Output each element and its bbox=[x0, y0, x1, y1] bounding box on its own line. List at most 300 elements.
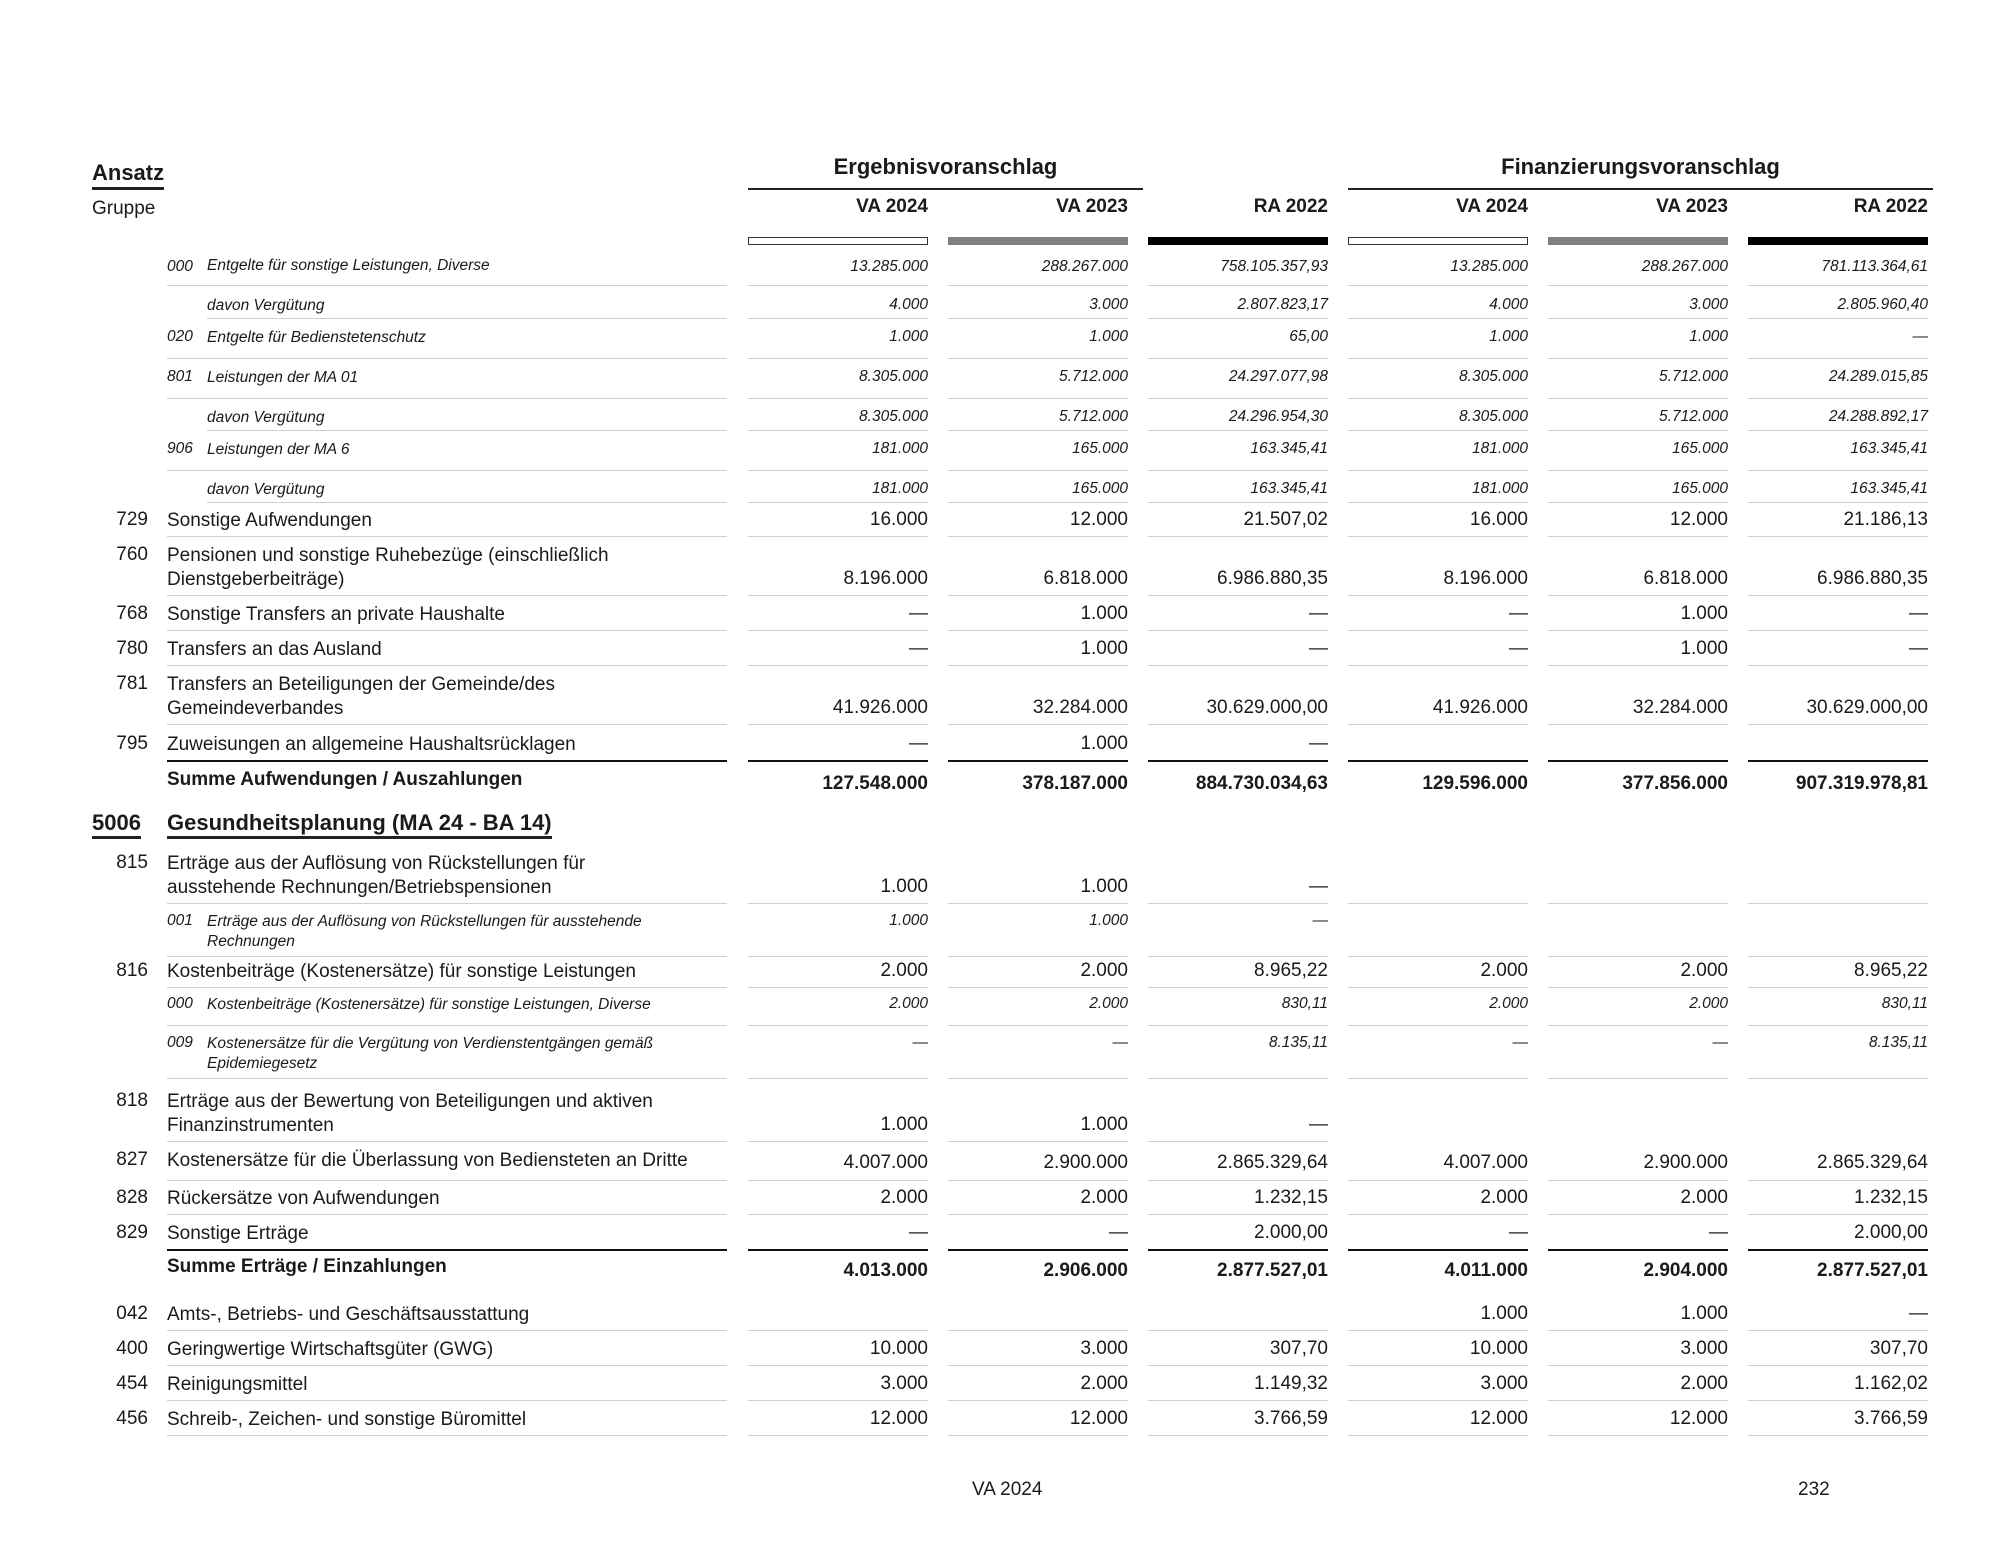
row-divider bbox=[748, 1180, 928, 1181]
value-ev-ra2022: 8.135,11 bbox=[1268, 1034, 1328, 1051]
value-ev-va2023: 2.906.000 bbox=[1043, 1260, 1128, 1281]
row-divider bbox=[948, 1365, 1128, 1366]
row-divider bbox=[748, 430, 928, 431]
row-divider bbox=[1748, 1435, 1928, 1436]
value-ev-ra2022: 163.345,41 bbox=[1250, 480, 1328, 497]
value-fv-ra2022: 907.319.978,81 bbox=[1795, 773, 1928, 794]
value-ev-ra2022: 307,70 bbox=[1269, 1338, 1328, 1359]
row-divider bbox=[948, 665, 1128, 666]
value-ev-va2023: 2.000 bbox=[1080, 1187, 1128, 1208]
row-description: Geringwertige Wirtschaftsgüter (GWG) bbox=[167, 1339, 494, 1360]
total-rule bbox=[1548, 760, 1728, 762]
row-divider bbox=[948, 502, 1128, 503]
row-code: 729 bbox=[116, 509, 148, 530]
row-divider bbox=[1148, 1078, 1328, 1079]
row-divider bbox=[1148, 1214, 1328, 1215]
value-fv-va2023: 2.900.000 bbox=[1643, 1152, 1728, 1173]
value-fv-va2024: — bbox=[1509, 638, 1528, 659]
row-divider bbox=[167, 1435, 727, 1436]
value-ev-ra2022: 30.629.000,00 bbox=[1206, 697, 1328, 718]
value-ev-va2024: — bbox=[909, 638, 928, 659]
row-divider bbox=[748, 595, 928, 596]
row-divider bbox=[1348, 724, 1528, 725]
row-code: 827 bbox=[116, 1149, 148, 1170]
row-divider bbox=[1748, 595, 1928, 596]
value-fv-ra2022: — bbox=[1909, 603, 1928, 624]
row-divider bbox=[1148, 430, 1328, 431]
row-divider bbox=[1148, 1365, 1328, 1366]
row-code: 454 bbox=[116, 1373, 148, 1394]
row-divider bbox=[167, 1400, 727, 1401]
value-fv-va2024: 3.000 bbox=[1480, 1373, 1528, 1394]
value-fv-va2023: 3.000 bbox=[1689, 296, 1728, 313]
row-code: 009 bbox=[167, 1034, 193, 1051]
value-fv-va2024: 4.000 bbox=[1489, 296, 1528, 313]
total-rule bbox=[1348, 760, 1528, 762]
row-divider bbox=[1548, 1180, 1728, 1181]
value-ev-va2024: 41.926.000 bbox=[832, 697, 928, 718]
row-divider bbox=[748, 358, 928, 359]
value-fv-va2023: 165.000 bbox=[1671, 440, 1728, 457]
value-fv-va2023: 5.712.000 bbox=[1659, 408, 1728, 425]
section-title: Gesundheitsplanung (MA 24 - BA 14) bbox=[167, 810, 552, 839]
row-divider bbox=[167, 1365, 727, 1366]
row-divider bbox=[1748, 285, 1928, 286]
value-ev-va2024: 127.548.000 bbox=[822, 773, 928, 794]
row-divider bbox=[1748, 724, 1928, 725]
value-ev-va2024: 1.000 bbox=[889, 328, 928, 345]
value-ev-ra2022: 830,11 bbox=[1281, 995, 1328, 1012]
value-ev-ra2022: 2.865.329,64 bbox=[1217, 1152, 1328, 1173]
value-ev-ra2022: — bbox=[1309, 876, 1328, 897]
legend-swatch-va2023 bbox=[948, 237, 1128, 245]
value-ev-va2023: 1.000 bbox=[1089, 912, 1128, 929]
row-divider bbox=[948, 358, 1128, 359]
row-divider bbox=[1548, 956, 1728, 957]
value-ev-va2024: 12.000 bbox=[869, 1408, 928, 1429]
row-divider bbox=[1548, 1330, 1728, 1331]
value-fv-ra2022: 2.865.329,64 bbox=[1817, 1152, 1928, 1173]
row-divider bbox=[1348, 1214, 1528, 1215]
row-divider bbox=[1148, 358, 1328, 359]
col-head-fv-va2024: VA 2024 bbox=[1456, 196, 1528, 217]
total-rule bbox=[748, 1249, 928, 1251]
value-fv-va2023: 288.267.000 bbox=[1641, 258, 1728, 275]
value-fv-ra2022: 2.877.527,01 bbox=[1817, 1260, 1928, 1281]
row-divider bbox=[167, 956, 727, 957]
value-ev-va2024: 1.000 bbox=[880, 1114, 928, 1135]
value-ev-ra2022: — bbox=[1309, 638, 1328, 659]
row-divider bbox=[1748, 1365, 1928, 1366]
row-divider bbox=[748, 1025, 928, 1026]
row-code: 020 bbox=[167, 328, 193, 345]
col-head-fv-va2023: VA 2023 bbox=[1656, 196, 1728, 217]
row-divider bbox=[1548, 595, 1728, 596]
row-code: 828 bbox=[116, 1187, 148, 1208]
row-divider bbox=[1348, 1400, 1528, 1401]
value-ev-va2023: 1.000 bbox=[1080, 603, 1128, 624]
row-divider bbox=[1348, 956, 1528, 957]
value-ev-va2024: 3.000 bbox=[880, 1373, 928, 1394]
value-ev-ra2022: 758.105.357,93 bbox=[1220, 258, 1328, 275]
row-divider bbox=[748, 1078, 928, 1079]
value-ev-ra2022: 2.807.823,17 bbox=[1237, 296, 1328, 313]
row-description: Transfers an das Ausland bbox=[167, 639, 382, 660]
section-code: 5006 bbox=[92, 810, 141, 839]
value-ev-va2024: — bbox=[912, 1034, 928, 1051]
row-divider bbox=[1548, 987, 1728, 988]
row-divider bbox=[1548, 1365, 1728, 1366]
row-divider bbox=[167, 1180, 727, 1181]
page-number: 232 bbox=[1798, 1479, 1830, 1500]
row-code: 042 bbox=[116, 1303, 148, 1324]
row-divider bbox=[1348, 1180, 1528, 1181]
value-ev-va2024: 16.000 bbox=[869, 509, 928, 530]
row-divider bbox=[1748, 903, 1928, 904]
row-code: 000 bbox=[167, 995, 193, 1012]
col-head-fv-ra2022: RA 2022 bbox=[1853, 196, 1928, 217]
row-divider bbox=[1748, 318, 1928, 319]
row-divider bbox=[1348, 903, 1528, 904]
row-divider bbox=[748, 987, 928, 988]
value-ev-va2023: — bbox=[1109, 1222, 1128, 1243]
value-ev-va2023: 165.000 bbox=[1071, 480, 1128, 497]
value-ev-ra2022: 2.877.527,01 bbox=[1217, 1260, 1328, 1281]
value-ev-ra2022: 884.730.034,63 bbox=[1195, 773, 1328, 794]
row-divider bbox=[1148, 1180, 1328, 1181]
row-divider bbox=[1548, 430, 1728, 431]
row-divider bbox=[748, 665, 928, 666]
row-divider bbox=[1348, 358, 1528, 359]
row-divider bbox=[948, 285, 1128, 286]
row-code: 815 bbox=[116, 852, 148, 873]
row-divider bbox=[1748, 665, 1928, 666]
value-fv-va2023: 2.000 bbox=[1689, 995, 1728, 1012]
value-ev-ra2022: 65,00 bbox=[1289, 328, 1328, 345]
row-divider bbox=[748, 1400, 928, 1401]
row-divider bbox=[748, 285, 928, 286]
value-fv-va2023: 3.000 bbox=[1680, 1338, 1728, 1359]
row-divider bbox=[748, 724, 928, 725]
legend-swatch-va2024 bbox=[1348, 237, 1528, 245]
value-fv-ra2022: 1.232,15 bbox=[1854, 1187, 1928, 1208]
row-description: Amts-, Betriebs- und Geschäftsausstattung bbox=[167, 1304, 530, 1325]
row-description: Entgelte für sonstige Leistungen, Diverse bbox=[207, 257, 490, 274]
value-ev-va2024: 2.000 bbox=[889, 995, 928, 1012]
value-fv-va2023: 2.000 bbox=[1680, 960, 1728, 981]
value-ev-va2023: — bbox=[1112, 1034, 1128, 1051]
row-divider bbox=[1148, 502, 1328, 503]
row-divider bbox=[207, 430, 727, 431]
row-divider bbox=[1748, 1214, 1928, 1215]
row-divider bbox=[1348, 595, 1528, 596]
value-fv-va2024: 13.285.000 bbox=[1450, 258, 1528, 275]
value-ev-va2024: 8.305.000 bbox=[859, 408, 928, 425]
row-description: Sonstige Transfers an private Haushalte bbox=[167, 604, 505, 625]
row-divider bbox=[1748, 1330, 1928, 1331]
value-ev-va2024: 8.305.000 bbox=[859, 368, 928, 385]
row-code: 818 bbox=[116, 1090, 148, 1111]
row-divider bbox=[748, 502, 928, 503]
value-fv-va2024: 2.000 bbox=[1480, 960, 1528, 981]
total-rule bbox=[1748, 1249, 1928, 1251]
value-ev-va2024: 13.285.000 bbox=[850, 258, 928, 275]
value-ev-va2023: 1.000 bbox=[1080, 733, 1128, 754]
value-fv-va2023: 1.000 bbox=[1680, 1303, 1728, 1324]
value-fv-va2024: — bbox=[1512, 1034, 1528, 1051]
value-fv-va2024: 8.305.000 bbox=[1459, 408, 1528, 425]
row-divider bbox=[948, 724, 1128, 725]
row-description: Pensionen und sonstige Ruhebezüge (einschließlich Dienstgeberbeiträge) bbox=[167, 545, 609, 590]
value-ev-va2023: 1.000 bbox=[1089, 328, 1128, 345]
row-divider bbox=[1148, 470, 1328, 471]
footer-label: VA 2024 bbox=[972, 1479, 1043, 1500]
row-divider bbox=[1548, 285, 1728, 286]
row-divider bbox=[167, 724, 727, 725]
value-fv-va2023: 5.712.000 bbox=[1659, 368, 1728, 385]
row-divider bbox=[1148, 956, 1328, 957]
row-code: 781 bbox=[116, 673, 148, 694]
value-ev-va2024: 181.000 bbox=[871, 440, 928, 457]
value-fv-ra2022: 3.766,59 bbox=[1854, 1408, 1928, 1429]
row-divider bbox=[1548, 470, 1728, 471]
row-divider bbox=[1748, 1078, 1928, 1079]
row-divider bbox=[1348, 430, 1528, 431]
row-description: Summe Erträge / Einzahlungen bbox=[167, 1256, 447, 1277]
row-divider bbox=[948, 1400, 1128, 1401]
row-divider bbox=[167, 665, 727, 666]
row-divider bbox=[1748, 1025, 1928, 1026]
total-rule bbox=[948, 1249, 1128, 1251]
row-divider bbox=[1148, 1141, 1328, 1142]
row-divider bbox=[1348, 1365, 1528, 1366]
row-divider bbox=[1548, 1400, 1728, 1401]
value-fv-va2024: — bbox=[1509, 1222, 1528, 1243]
value-ev-ra2022: 24.297.077,98 bbox=[1228, 368, 1328, 385]
row-divider bbox=[948, 1078, 1128, 1079]
row-divider bbox=[748, 1435, 928, 1436]
row-divider bbox=[1348, 1025, 1528, 1026]
value-fv-ra2022: 24.289.015,85 bbox=[1828, 368, 1928, 385]
row-divider bbox=[1148, 318, 1328, 319]
value-fv-va2024: 4.007.000 bbox=[1443, 1152, 1528, 1173]
row-divider bbox=[1148, 536, 1328, 537]
value-fv-va2023: 6.818.000 bbox=[1643, 568, 1728, 589]
value-ev-va2023: 378.187.000 bbox=[1022, 773, 1128, 794]
value-ev-va2024: 1.000 bbox=[880, 876, 928, 897]
total-rule bbox=[167, 1249, 727, 1251]
value-ev-va2023: 32.284.000 bbox=[1032, 697, 1128, 718]
value-fv-va2024: 8.196.000 bbox=[1443, 568, 1528, 589]
row-divider bbox=[948, 956, 1128, 957]
value-ev-ra2022: 6.986.880,35 bbox=[1217, 568, 1328, 589]
row-divider bbox=[1148, 398, 1328, 399]
row-divider bbox=[167, 903, 727, 904]
row-divider bbox=[748, 318, 928, 319]
value-ev-va2024: — bbox=[909, 733, 928, 754]
row-divider bbox=[748, 630, 928, 631]
value-fv-ra2022: 163.345,41 bbox=[1850, 480, 1928, 497]
value-ev-va2024: 4.000 bbox=[889, 296, 928, 313]
row-divider bbox=[167, 536, 727, 537]
row-divider bbox=[948, 398, 1128, 399]
row-description: Kostenbeiträge (Kostenersätze) für sonstige Leistungen, Diverse bbox=[207, 996, 651, 1013]
row-divider bbox=[1748, 358, 1928, 359]
row-divider bbox=[1348, 665, 1528, 666]
row-divider bbox=[1148, 665, 1328, 666]
row-description: Entgelte für Bedienstetenschutz bbox=[207, 329, 426, 346]
value-ev-va2023: 1.000 bbox=[1080, 1114, 1128, 1135]
row-divider bbox=[1348, 987, 1528, 988]
row-description: Kostenbeiträge (Kostenersätze) für sonstige Leistungen bbox=[167, 961, 636, 982]
row-divider bbox=[1548, 536, 1728, 537]
row-divider bbox=[948, 1214, 1128, 1215]
value-fv-va2024: 2.000 bbox=[1480, 1187, 1528, 1208]
value-fv-ra2022: 24.288.892,17 bbox=[1828, 408, 1928, 425]
row-divider bbox=[167, 595, 727, 596]
row-divider bbox=[1548, 1078, 1728, 1079]
total-rule bbox=[1748, 760, 1928, 762]
ergebnis-rule bbox=[748, 188, 1143, 190]
row-divider bbox=[167, 285, 727, 286]
row-divider bbox=[1548, 665, 1728, 666]
row-divider bbox=[1748, 1180, 1928, 1181]
legend-swatch-ra2022 bbox=[1148, 237, 1328, 245]
row-code: 795 bbox=[116, 733, 148, 754]
col-head-ev-va2024: VA 2024 bbox=[856, 196, 928, 217]
row-divider bbox=[748, 536, 928, 537]
gruppe-heading: Gruppe bbox=[92, 198, 156, 219]
row-divider bbox=[948, 1025, 1128, 1026]
row-divider bbox=[1748, 956, 1928, 957]
row-divider bbox=[1748, 987, 1928, 988]
row-divider bbox=[167, 358, 727, 359]
value-ev-ra2022: — bbox=[1309, 1114, 1328, 1135]
row-divider bbox=[1148, 630, 1328, 631]
row-divider bbox=[1148, 903, 1328, 904]
value-ev-va2023: 6.818.000 bbox=[1043, 568, 1128, 589]
row-description: Erträge aus der Auflösung von Rückstellungen für ausstehende Rechnungen/Betriebspensionen bbox=[167, 853, 586, 898]
row-description: Reinigungsmittel bbox=[167, 1374, 308, 1395]
row-divider bbox=[1348, 1330, 1528, 1331]
row-divider bbox=[1148, 1330, 1328, 1331]
row-divider bbox=[167, 1078, 727, 1079]
row-divider bbox=[748, 398, 928, 399]
value-fv-va2024: 1.000 bbox=[1480, 1303, 1528, 1324]
row-divider bbox=[1748, 1400, 1928, 1401]
row-divider bbox=[748, 470, 928, 471]
total-rule bbox=[1348, 1249, 1528, 1251]
row-divider bbox=[1348, 1078, 1528, 1079]
value-fv-va2023: 32.284.000 bbox=[1632, 697, 1728, 718]
value-fv-ra2022: 30.629.000,00 bbox=[1806, 697, 1928, 718]
value-fv-va2024: 12.000 bbox=[1469, 1408, 1528, 1429]
row-divider bbox=[1148, 1400, 1328, 1401]
total-rule bbox=[1148, 1249, 1328, 1251]
row-divider bbox=[948, 630, 1128, 631]
row-divider bbox=[748, 1365, 928, 1366]
value-fv-va2024: 4.011.000 bbox=[1444, 1260, 1528, 1281]
row-divider bbox=[748, 1141, 928, 1142]
value-fv-va2024: 41.926.000 bbox=[1432, 697, 1528, 718]
value-ev-va2024: — bbox=[909, 603, 928, 624]
row-divider bbox=[948, 987, 1128, 988]
value-fv-va2023: 377.856.000 bbox=[1622, 773, 1728, 794]
value-ev-ra2022: 163.345,41 bbox=[1250, 440, 1328, 457]
legend-swatch-va2023 bbox=[1548, 237, 1728, 245]
value-ev-va2023: 288.267.000 bbox=[1041, 258, 1128, 275]
finanzierung-rule bbox=[1348, 188, 1933, 190]
row-code: 760 bbox=[116, 544, 148, 565]
row-code: 906 bbox=[167, 440, 193, 457]
row-divider bbox=[1748, 502, 1928, 503]
value-ev-ra2022: 1.149,32 bbox=[1254, 1373, 1328, 1394]
value-fv-va2023: 2.904.000 bbox=[1643, 1260, 1728, 1281]
total-rule bbox=[948, 760, 1128, 762]
total-rule bbox=[167, 760, 727, 762]
row-code: 000 bbox=[167, 258, 193, 275]
row-divider bbox=[1348, 318, 1528, 319]
row-divider bbox=[1148, 987, 1328, 988]
row-description: Summe Aufwendungen / Auszahlungen bbox=[167, 769, 523, 790]
row-divider bbox=[1548, 502, 1728, 503]
row-description: Sonstige Aufwendungen bbox=[167, 510, 372, 531]
row-divider bbox=[948, 1180, 1128, 1181]
value-ev-ra2022: 1.232,15 bbox=[1254, 1187, 1328, 1208]
row-divider bbox=[1748, 470, 1928, 471]
col-head-ev-ra2022: RA 2022 bbox=[1253, 196, 1328, 217]
row-divider bbox=[1348, 502, 1528, 503]
value-ev-va2024: 181.000 bbox=[871, 480, 928, 497]
value-fv-ra2022: 1.162,02 bbox=[1854, 1373, 1928, 1394]
row-divider bbox=[948, 318, 1128, 319]
row-divider bbox=[1548, 398, 1728, 399]
row-code: 001 bbox=[167, 912, 193, 929]
value-ev-ra2022: 24.296.954,30 bbox=[1228, 408, 1328, 425]
value-fv-va2024: 129.596.000 bbox=[1422, 773, 1528, 794]
value-ev-ra2022: 8.965,22 bbox=[1254, 960, 1328, 981]
value-ev-va2023: 2.000 bbox=[1089, 995, 1128, 1012]
value-fv-va2024: 181.000 bbox=[1471, 480, 1528, 497]
row-divider bbox=[207, 502, 727, 503]
value-ev-va2023: 2.900.000 bbox=[1043, 1152, 1128, 1173]
row-divider bbox=[748, 956, 928, 957]
row-divider bbox=[1748, 630, 1928, 631]
value-fv-ra2022: 163.345,41 bbox=[1850, 440, 1928, 457]
row-divider bbox=[1348, 1435, 1528, 1436]
value-fv-va2023: 1.000 bbox=[1680, 603, 1728, 624]
value-ev-ra2022: 2.000,00 bbox=[1254, 1222, 1328, 1243]
row-description: davon Vergütung bbox=[207, 481, 325, 498]
value-ev-va2023: 1.000 bbox=[1080, 876, 1128, 897]
row-divider bbox=[1348, 398, 1528, 399]
row-divider bbox=[1348, 285, 1528, 286]
value-ev-va2023: 3.000 bbox=[1080, 1338, 1128, 1359]
value-ev-ra2022: 21.507,02 bbox=[1243, 509, 1328, 530]
row-divider bbox=[1548, 1214, 1728, 1215]
value-ev-va2023: 2.000 bbox=[1080, 1373, 1128, 1394]
row-description: Leistungen der MA 01 bbox=[207, 369, 359, 386]
value-ev-va2024: 4.013.000 bbox=[843, 1260, 928, 1281]
row-divider bbox=[167, 398, 727, 399]
row-divider bbox=[1548, 903, 1728, 904]
row-description: davon Vergütung bbox=[207, 297, 325, 314]
row-divider bbox=[1348, 536, 1528, 537]
value-fv-ra2022: 6.986.880,35 bbox=[1817, 568, 1928, 589]
row-description: Leistungen der MA 6 bbox=[207, 441, 350, 458]
value-ev-va2024: 4.007.000 bbox=[843, 1152, 928, 1173]
row-divider bbox=[1148, 285, 1328, 286]
